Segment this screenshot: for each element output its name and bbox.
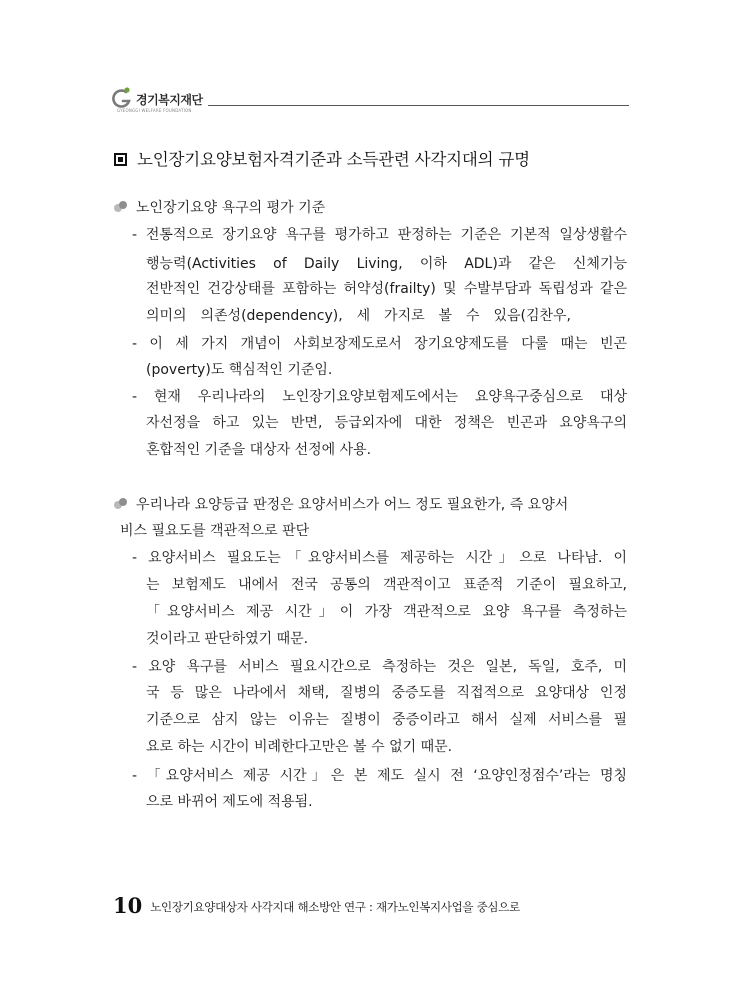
continuation-line: (poverty)도 핵심적인 기준임.	[146, 362, 333, 378]
bullet-heading	[114, 198, 325, 218]
continuation-line: 것이라고 판단하였기 때문.	[146, 631, 309, 647]
org-subtitle: GYEONGGI WELFARE FOUNDATION	[117, 108, 192, 113]
square-bullet-icon	[114, 153, 127, 166]
continuation-line: 는 보험제도 내에서 전국 공통의 객관적이고 표준적 기준이 필요하고,	[146, 577, 627, 593]
dash-item-line: - 「요양서비스 제공 시간」은 본 제도 실시 전 ‘요양인정점수’라는 명칭	[132, 768, 627, 784]
bullet-circle-icon	[114, 498, 130, 510]
org-name: 경기복지재단	[136, 93, 203, 107]
dash-item-line: - 이 세 가지 개념이 사회보장제도로서 장기요양제도를 다룰 때는 빈곤	[132, 336, 627, 352]
continuation-line: 의미의 의존성(dependency), 세 가지로 볼 수 있음(김찬우,	[146, 308, 571, 324]
continuation-line: 으로 바뀌어 제도에 적용됨.	[146, 794, 313, 810]
continuation-line: 비스 필요도를 객관적으로 판단	[120, 523, 310, 539]
continuation-line: 전반적인 건강상태를 포함하는 허약성(frailty) 및 수발부담과 독립성과 같은	[146, 281, 627, 297]
section-title-text: 노인장기요양보험자격기준과 소득관련 사각지대의 규명	[137, 150, 530, 169]
continuation-line: 기준으로 삼지 않는 이유는 질병이 중증이라고 해서 실제 서비스를 필	[146, 712, 627, 728]
header-rule	[208, 105, 629, 106]
foundation-logo-icon	[112, 86, 132, 110]
continuation-line: 자선정을 하고 있는 반면, 등급외자에 대한 정책은 빈곤과 요양욕구의	[146, 415, 627, 431]
dash-item-line: - 요양서비스 필요도는「요양서비스를 제공하는 시간」으로 나타남. 이	[132, 550, 627, 566]
section-title	[114, 146, 530, 170]
dash-item-line: - 요양 욕구를 서비스 필요시간으로 측정하는 것은 일본, 독일, 호주, 미	[132, 659, 627, 675]
running-header	[112, 86, 629, 120]
continuation-line: 행능력(Activities of Daily Living, 이하 ADL)과 같은 신체기능	[146, 256, 627, 272]
continuation-line: 혼합적인 기준을 대상자 선정에 사용.	[146, 442, 372, 458]
continuation-line: 요로 하는 시간이 비례한다고만은 볼 수 없기 때문.	[146, 739, 453, 755]
page-number: 10	[113, 893, 143, 918]
dash-item-line: - 전통적으로 장기요양 욕구를 평가하고 판정하는 기준은 기본적 일상생활수	[132, 227, 627, 243]
bullet-text: 우리나라 요양등급 판정은 요양서비스가 어느 정도 필요한가, 즉 요양서	[136, 497, 569, 513]
footer-title: 노인장기요양대상자 사각지대 해소방안 연구 : 재가노인복지사업을 중심으로	[150, 900, 520, 914]
continuation-line: 국 등 많은 나라에서 채택, 질병의 중증도를 직접적으로 요양대상 인정	[146, 685, 627, 701]
continuation-line: 「요양서비스 제공 시간」이 가장 객관적으로 요양 욕구를 측정하는	[146, 604, 627, 620]
bullet-heading	[114, 495, 627, 515]
bullet-text: 노인장기요양 욕구의 평가 기준	[136, 200, 326, 216]
page-footer	[113, 893, 520, 918]
dash-item-line: - 현재 우리나라의 노인장기요양보험제도에서는 요양욕구중심으로 대상	[132, 389, 627, 405]
bullet-circle-icon	[114, 201, 130, 213]
